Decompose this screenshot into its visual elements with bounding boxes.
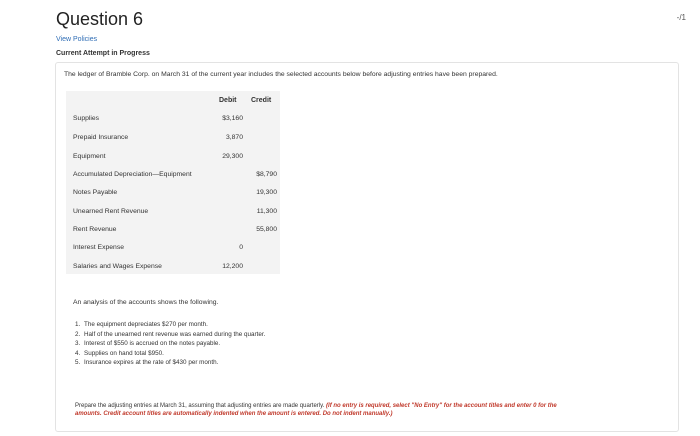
ledger-row-debit: 0 bbox=[239, 244, 243, 251]
score-indicator: -/1 bbox=[676, 13, 686, 22]
ledger-row-credit: 55,800 bbox=[256, 226, 277, 233]
ledger-row-account: Prepaid Insurance bbox=[73, 134, 129, 141]
analysis-intro: An analysis of the accounts shows the following. bbox=[73, 299, 219, 306]
ledger-row-account: Supplies bbox=[73, 115, 100, 122]
ledger-row-debit: $3,160 bbox=[222, 115, 243, 122]
list-item-number: 4. bbox=[75, 349, 81, 357]
ledger-row-debit: 29,300 bbox=[222, 153, 243, 160]
list-item bbox=[75, 330, 265, 340]
list-item bbox=[75, 339, 265, 349]
instructions bbox=[75, 402, 575, 418]
list-item bbox=[75, 320, 265, 330]
ledger-row-credit: $8,790 bbox=[256, 171, 277, 178]
ledger-row-credit: 19,300 bbox=[256, 189, 277, 196]
ledger-row-account: Accumulated Depreciation—Equipment bbox=[73, 171, 192, 178]
ledger-row-credit: 11,300 bbox=[256, 208, 277, 215]
ledger-row-account: Salaries and Wages Expense bbox=[73, 263, 162, 270]
list-item-text: Half of the unearned rent revenue was earned during the quarter. bbox=[84, 330, 266, 338]
instructions-text: Prepare the adjusting entries at March 31, assuming that adjusting entries are made quarterly. bbox=[75, 403, 325, 409]
attempt-status: Current Attempt in Progress bbox=[56, 50, 150, 57]
list-item bbox=[75, 349, 265, 359]
ledger-row-account: Unearned Rent Revenue bbox=[73, 208, 149, 215]
ledger-header-debit: Debit bbox=[219, 97, 237, 104]
ledger-row-debit: 12,200 bbox=[222, 263, 243, 270]
question-title: Question 6 bbox=[56, 9, 144, 29]
ledger-row-account: Equipment bbox=[73, 153, 106, 160]
ledger-header-credit: Credit bbox=[251, 97, 272, 104]
question-intro: The ledger of Bramble Corp. on March 31 of the current year includes the selected accounts below before adjusting entries have been prepared. bbox=[64, 71, 498, 78]
instructions-highlight: (If no entry is required, select "No Entry" for the account titles and enter 0 for the amounts. Credit account titles are automatically indented when the amount is entered. Do not indent manually.) bbox=[75, 403, 557, 417]
list-item bbox=[75, 358, 265, 368]
list-item-text: Insurance expires at the rate of $430 per month. bbox=[84, 359, 219, 367]
ledger-row-account: Rent Revenue bbox=[73, 226, 117, 233]
list-item-number: 3. bbox=[75, 340, 81, 348]
list-item-text: Interest of $550 is accrued on the notes payable. bbox=[84, 340, 221, 348]
list-item-number: 1. bbox=[75, 321, 81, 328]
view-policies-link[interactable]: View Policies bbox=[56, 36, 98, 43]
list-item-number: 2. bbox=[75, 330, 81, 338]
ledger-row-debit: 3,870 bbox=[225, 134, 243, 141]
list-item-text: Supplies on hand total $950. bbox=[84, 349, 164, 357]
ledger-row-account: Interest Expense bbox=[73, 244, 125, 251]
analysis-list bbox=[75, 320, 265, 368]
list-item-number: 5. bbox=[75, 359, 81, 367]
ledger-row-account: Notes Payable bbox=[73, 189, 118, 196]
list-item-text: The equipment depreciates $270 per month. bbox=[84, 321, 208, 328]
